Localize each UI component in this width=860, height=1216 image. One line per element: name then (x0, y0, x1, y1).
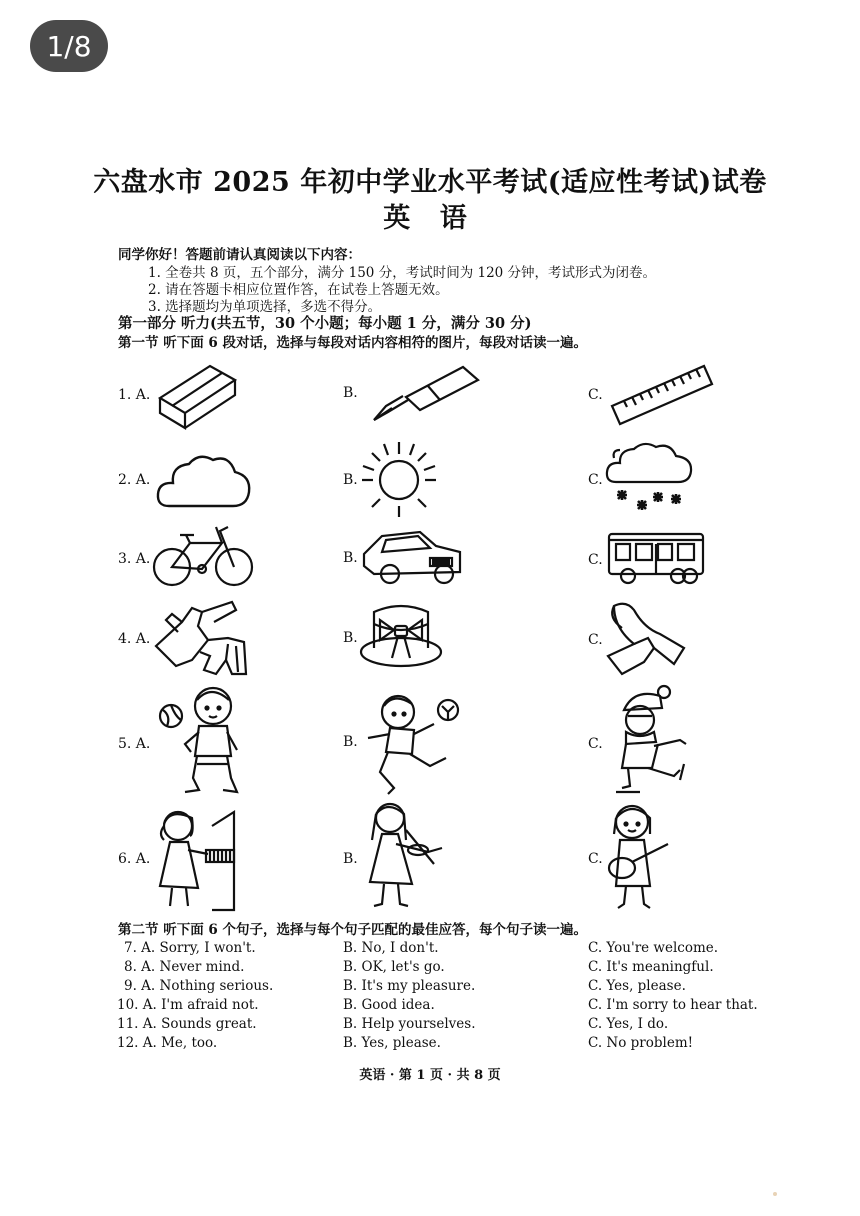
option-c-label: C. (588, 736, 603, 752)
exam-title: 六盘水市 2025 年初中学业水平考试(适应性考试)试卷 (93, 167, 767, 198)
answer-option: B. Yes, please. (343, 1035, 441, 1051)
section1-heading: 第一节 听下面 6 段对话，选择与每段对话内容相符的图片，每段对话读一遍。 (118, 335, 587, 351)
question-5-label: 5. A. (118, 736, 151, 752)
notice-item: 3. 选择题均为单项选择，多选不得分。 (148, 299, 382, 315)
cloud-icon (155, 450, 253, 512)
answer-option: 11. A. Sounds great. (117, 1016, 257, 1032)
option-b-label: B. (343, 385, 358, 401)
answer-option: 12. A. Me, too. (117, 1035, 218, 1051)
gloves-icon (152, 600, 252, 676)
answer-option: C. Yes, I do. (588, 1016, 669, 1032)
soccer-boy-icon (360, 688, 464, 796)
guitar-girl-icon (604, 800, 674, 912)
answer-option: C. I'm sorry to hear that. (588, 997, 758, 1013)
answer-option: C. It's meaningful. (588, 959, 714, 975)
violin-girl-icon (362, 800, 444, 912)
question-4-label: 4. A. (118, 631, 151, 647)
answer-option: B. Good idea. (343, 997, 435, 1013)
sun-icon (360, 440, 438, 518)
option-b-label: B. (343, 851, 358, 867)
option-b-label: B. (343, 472, 358, 488)
answer-option: B. OK, let's go. (343, 959, 445, 975)
ruler-icon (608, 362, 716, 428)
option-b-label: B. (343, 550, 358, 566)
answer-option: 7. A. Sorry, I won't. (124, 940, 256, 956)
question-6-label: 6. A. (118, 851, 151, 867)
notice-item: 1. 全卷共 8 页，五个部分，满分 150 分，考试时间为 120 分钟，考试形式为闭卷。 (148, 265, 657, 281)
answer-option: B. It's my pleasure. (343, 978, 476, 994)
eraser-icon (155, 358, 240, 433)
answer-option: 9. A. Nothing serious. (124, 978, 274, 994)
option-b-label: B. (343, 630, 358, 646)
fountain-pen-icon (368, 362, 483, 424)
answer-option: 8. A. Never mind. (124, 959, 245, 975)
question-3-label: 3. A. (118, 551, 151, 567)
notice-heading: 同学你好！答题前请认真阅读以下内容： (118, 247, 361, 263)
piano-girl-icon (150, 806, 240, 912)
section2-heading: 第二节 听下面 6 个句子，选择与每个句子匹配的最佳应答，每个句子读一遍。 (118, 922, 587, 938)
scarf-icon (604, 598, 692, 678)
skating-kid-icon (604, 684, 690, 796)
question-1-label: 1. A. (118, 387, 151, 403)
car-icon (360, 524, 464, 586)
page-footer: 英语 · 第 1 页 · 共 8 页 (359, 1068, 501, 1083)
bicycle-icon (150, 523, 256, 589)
option-c-label: C. (588, 851, 603, 867)
option-c-label: C. (588, 632, 603, 648)
answer-option: B. No, I don't. (343, 940, 439, 956)
option-c-label: C. (588, 387, 603, 403)
answer-option: 10. A. I'm afraid not. (117, 997, 259, 1013)
option-c-label: C. (588, 552, 603, 568)
answer-option: C. You're welcome. (588, 940, 719, 956)
snow-cloud-icon (604, 440, 696, 518)
notice-item: 2. 请在答题卡相应位置作答，在试卷上答题无效。 (148, 282, 449, 298)
hat-icon (358, 598, 444, 680)
option-b-label: B. (343, 734, 358, 750)
scan-speck (773, 1192, 777, 1196)
answer-option: B. Help yourselves. (343, 1016, 476, 1032)
bus-icon (606, 530, 706, 586)
answer-option: C. No problem! (588, 1035, 694, 1051)
option-c-label: C. (588, 472, 603, 488)
volleyball-boy-icon (155, 684, 247, 796)
page-indicator: 1/8 (30, 20, 108, 72)
part1-heading: 第一部分 听力(共五节，30 个小题；每小题 1 分，满分 30 分) (118, 315, 532, 332)
exam-subject: 英 语 (383, 203, 477, 234)
answer-option: C. Yes, please. (588, 978, 686, 994)
question-2-label: 2. A. (118, 472, 151, 488)
